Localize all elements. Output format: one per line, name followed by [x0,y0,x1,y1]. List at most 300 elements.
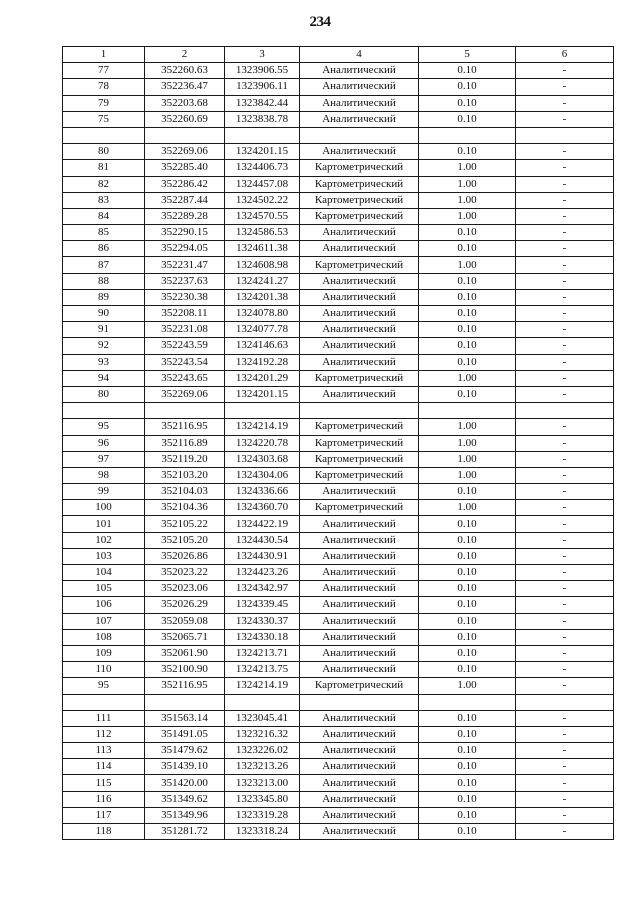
column-header: 1 [63,47,145,63]
y-coordinate-cell: 1324570.55 [225,208,300,224]
method-cell: Аналитический [300,241,419,257]
column-header: 6 [516,47,614,63]
method-cell: Аналитический [300,289,419,305]
point-number-cell: 87 [63,257,145,273]
point-number-cell: 104 [63,565,145,581]
point-number-cell: 82 [63,176,145,192]
table-row [63,791,614,807]
table-row [63,289,614,305]
point-number-cell: 75 [63,111,145,127]
point-number-cell: 114 [63,759,145,775]
table-separator-row [63,403,614,419]
table-row [63,484,614,500]
description-cell: - [516,532,614,548]
y-coordinate-cell: 1324406.73 [225,160,300,176]
x-coordinate-cell: 352231.47 [145,257,225,273]
method-cell: Аналитический [300,63,419,79]
x-coordinate-cell: 352065.71 [145,629,225,645]
description-cell: - [516,484,614,500]
table-row [63,160,614,176]
table-row [63,435,614,451]
point-number-cell: 105 [63,581,145,597]
x-coordinate-cell: 352026.86 [145,548,225,564]
y-coordinate-cell: 1324201.15 [225,386,300,402]
table-row [63,273,614,289]
y-coordinate-cell: 1324611.38 [225,241,300,257]
table-row [63,419,614,435]
x-coordinate-cell: 352269.06 [145,144,225,160]
point-number-cell: 94 [63,370,145,386]
description-cell: - [516,548,614,564]
description-cell: - [516,435,614,451]
x-coordinate-cell: 352116.95 [145,678,225,694]
table-row [63,548,614,564]
x-coordinate-cell: 351349.96 [145,807,225,823]
table-row [63,759,614,775]
accuracy-cell: 0.10 [419,111,516,127]
description-cell: - [516,63,614,79]
method-cell: Картометрический [300,678,419,694]
table-row [63,451,614,467]
x-coordinate-cell: 352231.08 [145,322,225,338]
x-coordinate-cell: 352289.28 [145,208,225,224]
x-coordinate-cell: 352116.95 [145,419,225,435]
table-row [63,386,614,402]
x-coordinate-cell: 352243.59 [145,338,225,354]
y-coordinate-cell: 1324146.63 [225,338,300,354]
description-cell: - [516,759,614,775]
y-coordinate-cell: 1324360.70 [225,500,300,516]
point-number-cell: 93 [63,354,145,370]
method-cell [300,694,419,710]
description-cell: - [516,176,614,192]
method-cell: Аналитический [300,597,419,613]
accuracy-cell: 0.10 [419,144,516,160]
y-coordinate-cell: 1324342.97 [225,581,300,597]
y-coordinate-cell: 1324213.71 [225,645,300,661]
table-body [63,63,614,840]
x-coordinate-cell: 352230.38 [145,289,225,305]
accuracy-cell: 0.10 [419,775,516,791]
method-cell: Аналитический [300,322,419,338]
method-cell: Аналитический [300,306,419,322]
point-number-cell: 92 [63,338,145,354]
table-row [63,208,614,224]
point-number-cell: 80 [63,386,145,402]
table-row [63,645,614,661]
y-coordinate-cell: 1323838.78 [225,111,300,127]
accuracy-cell: 1.00 [419,208,516,224]
point-number-cell: 117 [63,807,145,823]
method-cell: Аналитический [300,484,419,500]
x-coordinate-cell: 352116.89 [145,435,225,451]
description-cell: - [516,743,614,759]
description-cell: - [516,662,614,678]
method-cell: Картометрический [300,370,419,386]
table-row [63,710,614,726]
point-number-cell: 89 [63,289,145,305]
accuracy-cell: 1.00 [419,500,516,516]
x-coordinate-cell: 352243.65 [145,370,225,386]
method-cell: Аналитический [300,338,419,354]
description-cell: - [516,370,614,386]
table-row [63,613,614,629]
description-cell: - [516,467,614,483]
method-cell: Аналитический [300,386,419,402]
table-row [63,338,614,354]
description-cell: - [516,678,614,694]
point-number-cell: 80 [63,144,145,160]
y-coordinate-cell: 1324608.98 [225,257,300,273]
method-cell: Аналитический [300,759,419,775]
accuracy-cell: 0.10 [419,306,516,322]
table-row [63,807,614,823]
x-coordinate-cell: 352286.42 [145,176,225,192]
y-coordinate-cell: 1323318.24 [225,824,300,840]
accuracy-cell: 0.10 [419,532,516,548]
description-cell: - [516,710,614,726]
y-coordinate-cell: 1324077.78 [225,322,300,338]
table-row [63,144,614,160]
method-cell [300,403,419,419]
x-coordinate-cell: 351281.72 [145,824,225,840]
x-coordinate-cell: 351491.05 [145,726,225,742]
y-coordinate-cell: 1324220.78 [225,435,300,451]
y-coordinate-cell: 1323319.28 [225,807,300,823]
table-row [63,370,614,386]
method-cell: Картометрический [300,176,419,192]
description-cell: - [516,79,614,95]
point-number-cell: 116 [63,791,145,807]
description-cell: - [516,500,614,516]
description-cell: - [516,386,614,402]
y-coordinate-cell: 1324304.06 [225,467,300,483]
point-number-cell: 85 [63,225,145,241]
accuracy-cell [419,127,516,143]
description-cell: - [516,208,614,224]
accuracy-cell [419,403,516,419]
point-number-cell [63,127,145,143]
description-cell: - [516,306,614,322]
point-number-cell: 98 [63,467,145,483]
column-header: 5 [419,47,516,63]
x-coordinate-cell: 352061.90 [145,645,225,661]
accuracy-cell: 0.10 [419,386,516,402]
point-number-cell: 115 [63,775,145,791]
point-number-cell: 91 [63,322,145,338]
point-number-cell: 110 [63,662,145,678]
y-coordinate-cell: 1323216.32 [225,726,300,742]
method-cell: Аналитический [300,95,419,111]
y-coordinate-cell: 1324330.18 [225,629,300,645]
column-header: 4 [300,47,419,63]
y-coordinate-cell [225,127,300,143]
x-coordinate-cell: 352285.40 [145,160,225,176]
y-coordinate-cell: 1324192.28 [225,354,300,370]
x-coordinate-cell: 352260.69 [145,111,225,127]
description-cell: - [516,322,614,338]
method-cell: Аналитический [300,516,419,532]
point-number-cell: 83 [63,192,145,208]
point-number-cell: 99 [63,484,145,500]
point-number-cell: 90 [63,306,145,322]
accuracy-cell: 0.10 [419,726,516,742]
method-cell: Картометрический [300,192,419,208]
y-coordinate-cell: 1324201.38 [225,289,300,305]
table-row [63,629,614,645]
point-number-cell: 78 [63,79,145,95]
y-coordinate-cell: 1323906.55 [225,63,300,79]
accuracy-cell: 1.00 [419,176,516,192]
table-row [63,597,614,613]
description-cell [516,403,614,419]
y-coordinate-cell [225,694,300,710]
table-row [63,176,614,192]
point-number-cell [63,694,145,710]
point-number-cell: 108 [63,629,145,645]
table-row [63,662,614,678]
accuracy-cell: 0.10 [419,338,516,354]
method-cell: Аналитический [300,775,419,791]
description-cell [516,127,614,143]
method-cell: Аналитический [300,79,419,95]
point-number-cell: 106 [63,597,145,613]
point-number-cell: 79 [63,95,145,111]
x-coordinate-cell: 352104.36 [145,500,225,516]
coordinates-table [62,46,614,840]
point-number-cell: 100 [63,500,145,516]
y-coordinate-cell: 1324422.19 [225,516,300,532]
table-row [63,516,614,532]
accuracy-cell: 0.10 [419,225,516,241]
description-cell: - [516,95,614,111]
x-coordinate-cell: 352260.63 [145,63,225,79]
method-cell [300,127,419,143]
y-coordinate-cell: 1324214.19 [225,678,300,694]
table-row [63,225,614,241]
table-separator-row [63,127,614,143]
method-cell: Аналитический [300,807,419,823]
y-coordinate-cell: 1324303.68 [225,451,300,467]
point-number-cell: 86 [63,241,145,257]
y-coordinate-cell: 1323213.00 [225,775,300,791]
y-coordinate-cell: 1324214.19 [225,419,300,435]
accuracy-cell: 0.10 [419,662,516,678]
description-cell: - [516,144,614,160]
method-cell: Аналитический [300,273,419,289]
table-row [63,241,614,257]
description-cell: - [516,613,614,629]
accuracy-cell: 0.10 [419,516,516,532]
point-number-cell: 88 [63,273,145,289]
accuracy-cell: 0.10 [419,629,516,645]
x-coordinate-cell: 352203.68 [145,95,225,111]
description-cell: - [516,289,614,305]
accuracy-cell: 1.00 [419,435,516,451]
page-number: 234 [309,14,331,30]
table-row [63,63,614,79]
y-coordinate-cell: 1324201.29 [225,370,300,386]
description-cell: - [516,451,614,467]
point-number-cell: 102 [63,532,145,548]
x-coordinate-cell: 352023.06 [145,581,225,597]
point-number-cell [63,403,145,419]
accuracy-cell: 0.10 [419,597,516,613]
table-row [63,257,614,273]
method-cell: Картометрический [300,467,419,483]
description-cell: - [516,111,614,127]
table-row [63,565,614,581]
accuracy-cell: 0.10 [419,322,516,338]
method-cell: Картометрический [300,257,419,273]
table-row [63,532,614,548]
y-coordinate-cell: 1323213.26 [225,759,300,775]
x-coordinate-cell: 352287.44 [145,192,225,208]
accuracy-cell: 0.10 [419,791,516,807]
x-coordinate-cell: 352269.06 [145,386,225,402]
accuracy-cell: 0.10 [419,581,516,597]
description-cell: - [516,645,614,661]
description-cell: - [516,565,614,581]
y-coordinate-cell: 1323226.02 [225,743,300,759]
point-number-cell: 101 [63,516,145,532]
point-number-cell: 113 [63,743,145,759]
description-cell [516,694,614,710]
y-coordinate-cell: 1323345.80 [225,791,300,807]
accuracy-cell: 1.00 [419,192,516,208]
x-coordinate-cell: 351563.14 [145,710,225,726]
accuracy-cell: 1.00 [419,451,516,467]
accuracy-cell: 0.10 [419,565,516,581]
point-number-cell: 111 [63,710,145,726]
y-coordinate-cell: 1324423.26 [225,565,300,581]
y-coordinate-cell: 1324078.80 [225,306,300,322]
accuracy-cell [419,694,516,710]
method-cell: Аналитический [300,824,419,840]
y-coordinate-cell: 1324457.08 [225,176,300,192]
table-row [63,500,614,516]
y-coordinate-cell [225,403,300,419]
table-row [63,306,614,322]
accuracy-cell: 0.10 [419,548,516,564]
accuracy-cell: 1.00 [419,467,516,483]
description-cell: - [516,791,614,807]
y-coordinate-cell: 1324330.37 [225,613,300,629]
point-number-cell: 77 [63,63,145,79]
table-row [63,726,614,742]
description-cell: - [516,726,614,742]
description-cell: - [516,192,614,208]
point-number-cell: 103 [63,548,145,564]
point-number-cell: 96 [63,435,145,451]
method-cell: Картометрический [300,451,419,467]
y-coordinate-cell: 1324430.54 [225,532,300,548]
method-cell: Аналитический [300,662,419,678]
accuracy-cell: 1.00 [419,678,516,694]
method-cell: Аналитический [300,613,419,629]
y-coordinate-cell: 1324339.45 [225,597,300,613]
point-number-cell: 112 [63,726,145,742]
method-cell: Картометрический [300,208,419,224]
table-row [63,322,614,338]
accuracy-cell: 1.00 [419,160,516,176]
method-cell: Картометрический [300,419,419,435]
y-coordinate-cell: 1324502.22 [225,192,300,208]
accuracy-cell: 1.00 [419,370,516,386]
x-coordinate-cell: 352208.11 [145,306,225,322]
accuracy-cell: 0.10 [419,824,516,840]
description-cell: - [516,257,614,273]
method-cell: Аналитический [300,565,419,581]
y-coordinate-cell: 1324586.53 [225,225,300,241]
method-cell: Аналитический [300,629,419,645]
method-cell: Картометрический [300,500,419,516]
point-number-cell: 97 [63,451,145,467]
y-coordinate-cell: 1323842.44 [225,95,300,111]
column-header: 2 [145,47,225,63]
x-coordinate-cell: 352294.05 [145,241,225,257]
table-separator-row [63,694,614,710]
accuracy-cell: 0.10 [419,759,516,775]
accuracy-cell: 0.10 [419,63,516,79]
x-coordinate-cell: 352059.08 [145,613,225,629]
column-header: 3 [225,47,300,63]
x-coordinate-cell: 352119.20 [145,451,225,467]
method-cell: Аналитический [300,581,419,597]
table-row [63,467,614,483]
y-coordinate-cell: 1324201.15 [225,144,300,160]
point-number-cell: 107 [63,613,145,629]
accuracy-cell: 1.00 [419,419,516,435]
accuracy-cell: 0.10 [419,807,516,823]
description-cell: - [516,629,614,645]
x-coordinate-cell: 351349.62 [145,791,225,807]
table-row [63,581,614,597]
table-row [63,79,614,95]
x-coordinate-cell: 351420.00 [145,775,225,791]
x-coordinate-cell: 352290.15 [145,225,225,241]
description-cell: - [516,419,614,435]
x-coordinate-cell [145,694,225,710]
x-coordinate-cell: 351479.62 [145,743,225,759]
y-coordinate-cell: 1324241.27 [225,273,300,289]
description-cell: - [516,338,614,354]
table-row [63,354,614,370]
y-coordinate-cell: 1324430.91 [225,548,300,564]
method-cell: Аналитический [300,548,419,564]
table-row [63,95,614,111]
x-coordinate-cell: 352105.22 [145,516,225,532]
accuracy-cell: 0.10 [419,354,516,370]
x-coordinate-cell: 352236.47 [145,79,225,95]
method-cell: Аналитический [300,743,419,759]
table-row [63,824,614,840]
table-row [63,775,614,791]
description-cell: - [516,824,614,840]
accuracy-cell: 0.10 [419,289,516,305]
method-cell: Аналитический [300,791,419,807]
point-number-cell: 95 [63,678,145,694]
x-coordinate-cell: 352026.29 [145,597,225,613]
accuracy-cell: 0.10 [419,710,516,726]
description-cell: - [516,597,614,613]
method-cell: Картометрический [300,435,419,451]
description-cell: - [516,241,614,257]
x-coordinate-cell: 351439.10 [145,759,225,775]
point-number-cell: 95 [63,419,145,435]
description-cell: - [516,354,614,370]
method-cell: Аналитический [300,645,419,661]
